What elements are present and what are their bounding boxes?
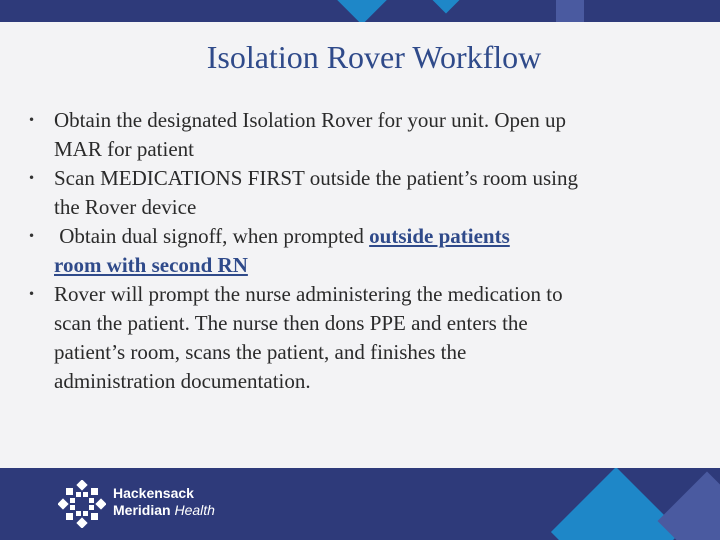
bullet-text: Obtain the designated Isolation Rover for your unit. Open up — [54, 108, 567, 132]
hackensack-logo-icon — [58, 480, 106, 528]
bullet-list — [28, 106, 708, 396]
bullet-marker: • — [28, 113, 36, 127]
bullet-text: Obtain dual signoff, when prompted — [54, 224, 370, 248]
slide-content — [0, 22, 720, 468]
brand-line-2 — [113, 502, 215, 519]
bullet-text: Scan MEDICATIONS FIRST outside the patient’s room using — [54, 166, 579, 190]
brand-wordmark — [113, 485, 215, 519]
bullet-item — [28, 222, 708, 280]
bullet-marker: • — [28, 171, 36, 185]
top-band — [0, 0, 720, 22]
brand-line-1: Hackensack — [113, 485, 194, 501]
bullet-text: the Rover device — [54, 195, 197, 219]
emphasis-text: room with second RN — [54, 253, 248, 277]
bullet-item — [28, 164, 708, 222]
footer-band — [0, 468, 720, 540]
bullet-text: patient’s room, scans the patient, and finishes the — [54, 340, 467, 364]
decorative-square — [556, 0, 584, 22]
bullet-item — [28, 280, 708, 396]
bullet-marker: • — [28, 287, 36, 301]
bullet-text: Rover will prompt the nurse administering the medication to — [54, 282, 563, 306]
emphasis-text: outside patients — [369, 224, 510, 248]
decorative-diamond — [551, 468, 681, 540]
slide-title: Isolation Rover Workflow — [206, 39, 542, 75]
brand-name-part: Meridian — [113, 502, 175, 518]
brand-health: Health — [174, 502, 215, 518]
bullet-marker: • — [28, 229, 36, 243]
decorative-diamond — [658, 472, 720, 540]
bullet-text: scan the patient. The nurse then dons PPE and enters the — [54, 311, 528, 335]
decorative-diamond — [421, 0, 472, 13]
bullet-text: administration documentation. — [54, 369, 311, 393]
decorative-diamond — [325, 0, 399, 22]
bullet-item — [28, 106, 708, 164]
bullet-text: MAR for patient — [54, 137, 194, 161]
